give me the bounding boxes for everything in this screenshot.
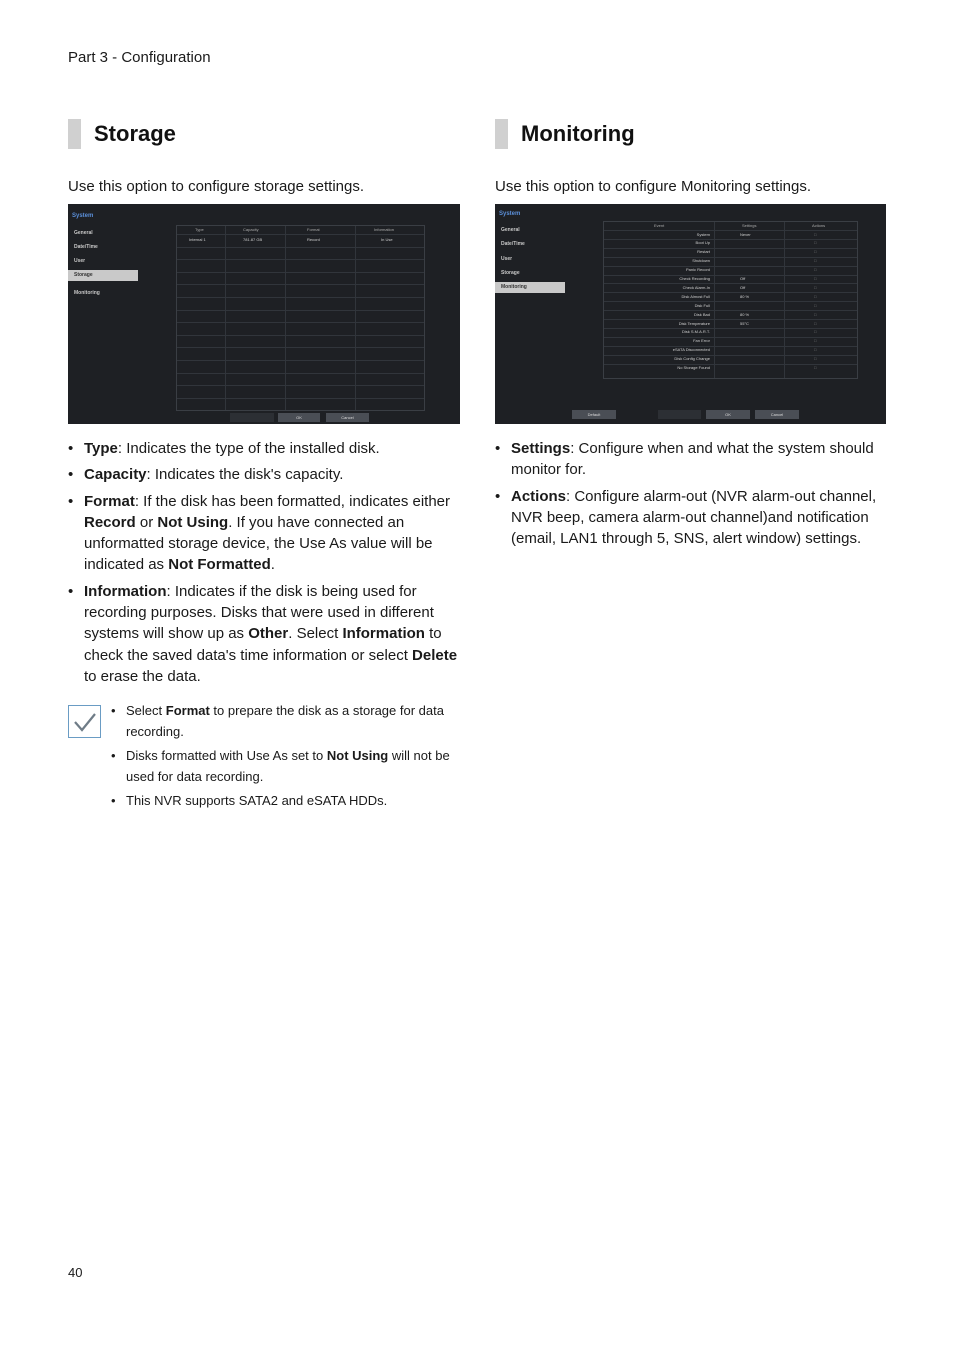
row-divider bbox=[177, 398, 424, 399]
col-actions: Actions bbox=[812, 223, 826, 228]
storage-bullets bbox=[68, 438, 460, 687]
settings-cell: 55°C bbox=[740, 320, 749, 326]
action-icon: □ bbox=[814, 249, 817, 255]
event-cell: No Storage Found bbox=[677, 365, 710, 370]
menu-item-general: General bbox=[74, 230, 93, 236]
heading-bar bbox=[495, 119, 508, 149]
action-icon: □ bbox=[814, 347, 817, 353]
cancel-button: Cancel bbox=[326, 413, 369, 422]
note-list bbox=[68, 701, 460, 812]
row-divider bbox=[177, 247, 424, 248]
menu-item-storage: Storage bbox=[68, 270, 138, 281]
cell-format: Record bbox=[307, 237, 320, 242]
event-cell: Disk Config Change bbox=[674, 356, 710, 362]
event-cell: Disk S.M.A.R.T. bbox=[681, 329, 710, 335]
action-icon: □ bbox=[814, 231, 817, 237]
col-type: Type bbox=[195, 227, 204, 232]
menu-item-user: User bbox=[501, 256, 513, 262]
row-divider bbox=[177, 360, 424, 361]
event-cell: Panic Record bbox=[685, 267, 710, 273]
row-divider bbox=[177, 272, 424, 273]
action-icon: □ bbox=[814, 258, 817, 264]
action-icon: □ bbox=[814, 267, 817, 273]
action-icon: □ bbox=[814, 240, 817, 246]
settings-cell: Off bbox=[740, 276, 746, 281]
event-cell: Check Alarm-In bbox=[682, 284, 710, 290]
monitoring-bullets bbox=[495, 438, 887, 549]
settings-cell: 80 % bbox=[740, 311, 750, 317]
row-divider bbox=[177, 234, 424, 235]
monitoring-table bbox=[603, 221, 858, 379]
row-divider bbox=[177, 297, 424, 298]
blank-button bbox=[230, 413, 274, 422]
monitoring-screenshot bbox=[495, 204, 886, 424]
monitoring-title: Monitoring bbox=[521, 121, 635, 146]
action-icon: □ bbox=[814, 276, 817, 281]
event-cell: Disk Temperature bbox=[678, 320, 710, 326]
event-cell: Check Recording bbox=[679, 276, 710, 281]
menu-title: System bbox=[499, 211, 521, 217]
menu-item-user: User bbox=[74, 258, 86, 264]
cell-capacity: 781.87 GB bbox=[243, 237, 263, 242]
settings-cell: Never bbox=[740, 231, 751, 237]
bullet-item: • Capacity: Indicates the disk's capacity. bbox=[68, 464, 460, 485]
event-cell: System bbox=[696, 231, 710, 237]
col-format: Format bbox=[307, 227, 320, 232]
monitoring-heading bbox=[495, 118, 887, 150]
bullet-item: • Format: If the disk has been formatted, indicates either Record or Not Using. If you have connected an unformatted storage device, the Use As value will be indicated as Not Formatted. bbox=[68, 491, 460, 576]
storage-intro: Use this option to configure storage settings. bbox=[68, 178, 365, 195]
action-icon: □ bbox=[814, 284, 817, 290]
ok-button: OK bbox=[278, 413, 320, 422]
action-icon: □ bbox=[814, 365, 817, 370]
event-cell: Disk Almost Full bbox=[681, 293, 710, 299]
running-head: Part 3 - Configuration bbox=[68, 49, 211, 66]
menu-item-datetime: Date/Time bbox=[74, 244, 98, 250]
action-icon: □ bbox=[814, 293, 817, 299]
event-cell: Boot Up bbox=[695, 240, 710, 246]
event-cell: Restart bbox=[697, 249, 710, 255]
monitoring-intro: Use this option to configure Monitoring settings. bbox=[495, 178, 812, 195]
row-divider bbox=[177, 259, 424, 260]
row-divider bbox=[177, 335, 424, 336]
event-cell: eSATA Disconnected bbox=[672, 347, 710, 353]
menu-item-datetime: Date/Time bbox=[501, 241, 525, 247]
bullet-item: • Type: Indicates the type of the installed disk. bbox=[68, 438, 460, 459]
cell-information: In Use bbox=[381, 237, 393, 242]
checkmark-icon bbox=[68, 705, 101, 738]
action-icon: □ bbox=[814, 320, 817, 326]
row-divider bbox=[177, 385, 424, 386]
storage-heading bbox=[68, 118, 460, 150]
action-icon: □ bbox=[814, 356, 817, 362]
action-icon: □ bbox=[814, 338, 817, 344]
event-cell: Disk Bad bbox=[693, 311, 710, 317]
menu-item-monitoring: Monitoring bbox=[74, 290, 100, 296]
row-divider bbox=[177, 310, 424, 311]
heading-bar bbox=[68, 119, 81, 149]
menu-item-storage: Storage bbox=[501, 270, 520, 276]
row-divider bbox=[177, 284, 424, 285]
event-cell: Shutdown bbox=[692, 258, 710, 264]
row-divider bbox=[177, 347, 424, 348]
monitoring-section bbox=[495, 118, 887, 554]
note-item: • Disks formatted with Use As set to Not Using will not be used for data recording. bbox=[111, 746, 460, 787]
col-information: Information bbox=[374, 227, 395, 232]
blank-button bbox=[658, 410, 701, 419]
settings-cell: 80 % bbox=[740, 293, 750, 299]
event-cell: Disk Full bbox=[694, 302, 710, 308]
menu-item-monitoring: Monitoring bbox=[495, 282, 565, 293]
note-box bbox=[68, 701, 460, 812]
settings-cell: Off bbox=[740, 284, 746, 290]
monitoring-menu bbox=[495, 204, 565, 424]
note-item: • This NVR supports SATA2 and eSATA HDDs. bbox=[111, 791, 460, 812]
note-item: • Select Format to prepare the disk as a storage for data recording. bbox=[111, 701, 460, 742]
storage-section bbox=[68, 118, 460, 816]
cell-type: Internal 1 bbox=[189, 237, 206, 242]
bullet-item: • Actions: Configure alarm-out (NVR alarm-out channel, NVR beep, camera alarm-out channel)and notification (email, LAN1 through 5, SNS, alert window) settings. bbox=[495, 486, 887, 550]
action-icon: □ bbox=[814, 311, 817, 317]
row-divider bbox=[177, 373, 424, 374]
col-capacity: Capacity bbox=[243, 227, 259, 232]
storage-menu bbox=[68, 204, 138, 424]
bullet-item: • Information: Indicates if the disk is being used for recording purposes. Disks that were used in different systems will show up as Other. Select Information to check the saved data's time information or select Delete to erase the data. bbox=[68, 581, 460, 687]
action-icon: □ bbox=[814, 329, 817, 335]
col-settings: Settings bbox=[742, 223, 757, 228]
ok-button: OK bbox=[706, 410, 750, 419]
cancel-button: Cancel bbox=[755, 410, 799, 419]
menu-item-general: General bbox=[501, 227, 520, 233]
event-cell: Fan Error bbox=[693, 338, 710, 344]
storage-title: Storage bbox=[94, 121, 176, 146]
col-event: Event bbox=[654, 223, 665, 228]
storage-table bbox=[176, 225, 425, 411]
action-icon: □ bbox=[814, 302, 817, 308]
bullet-item: • Settings: Configure when and what the system should monitor for. bbox=[495, 438, 887, 481]
menu-title: System bbox=[72, 213, 94, 219]
page-number: 40 bbox=[68, 1265, 83, 1280]
default-button: Default bbox=[572, 410, 616, 419]
storage-screenshot bbox=[68, 204, 460, 424]
row-divider bbox=[177, 322, 424, 323]
